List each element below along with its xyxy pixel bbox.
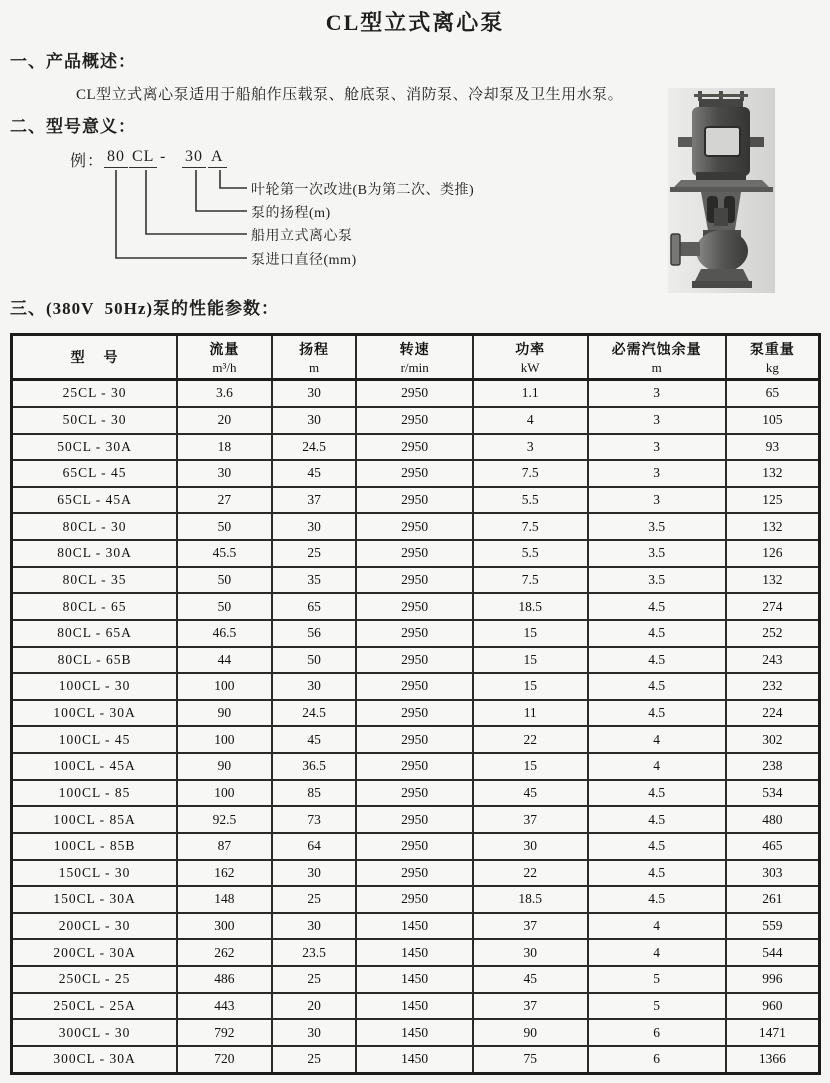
model-cell: 65CL - 45 [12, 460, 178, 487]
value-cell: 2950 [356, 567, 472, 594]
value-cell: 3 [473, 434, 588, 461]
model-cell: 80CL - 35 [12, 567, 178, 594]
value-cell: 4 [588, 939, 726, 966]
value-cell: 1450 [356, 1046, 472, 1074]
value-cell: 4 [473, 407, 588, 434]
table-row [12, 700, 820, 727]
model-cell: 25CL - 30 [12, 380, 178, 407]
value-cell: 3.6 [177, 380, 272, 407]
value-cell: 4.5 [588, 673, 726, 700]
model-cell: 65CL - 45A [12, 487, 178, 514]
value-cell: 30 [473, 939, 588, 966]
value-cell: 73 [272, 806, 357, 833]
value-cell: 64 [272, 833, 357, 860]
table-row [12, 993, 820, 1020]
value-cell: 720 [177, 1046, 272, 1074]
value-cell: 3 [588, 380, 726, 407]
example-token-variant: A [208, 148, 227, 168]
example-prefix: 例： [70, 153, 105, 170]
value-cell: 30 [272, 380, 357, 407]
model-cell: 100CL - 85A [12, 806, 178, 833]
section-heading-performance: 三、(380V 50Hz)泵的性能参数： [10, 299, 280, 318]
value-cell: 105 [726, 407, 820, 434]
value-cell: 132 [726, 567, 820, 594]
value-cell: 4.5 [588, 833, 726, 860]
value-cell: 44 [177, 647, 272, 674]
value-cell: 30 [473, 833, 588, 860]
value-cell: 4.5 [588, 806, 726, 833]
table-header-row [12, 335, 820, 380]
table-row [12, 780, 820, 807]
col-header-weight: 泵重量 kg [726, 335, 820, 380]
value-cell: 4.5 [588, 593, 726, 620]
value-cell: 100 [177, 780, 272, 807]
value-cell: 486 [177, 966, 272, 993]
value-cell: 100 [177, 726, 272, 753]
value-cell: 22 [473, 726, 588, 753]
value-cell: 1450 [356, 1019, 472, 1046]
value-cell: 100 [177, 673, 272, 700]
model-cell: 80CL - 65 [12, 593, 178, 620]
model-cell: 80CL - 30A [12, 540, 178, 567]
model-cell: 300CL - 30A [12, 1046, 178, 1074]
value-cell: 45 [473, 780, 588, 807]
value-cell: 4.5 [588, 886, 726, 913]
section-heading-model-meaning: 二、型号意义： [10, 117, 136, 136]
value-cell: 252 [726, 620, 820, 647]
value-cell: 1471 [726, 1019, 820, 1046]
value-cell: 85 [272, 780, 357, 807]
value-cell: 1366 [726, 1046, 820, 1074]
value-cell: 50 [272, 647, 357, 674]
performance-table [10, 333, 821, 1075]
value-cell: 2950 [356, 886, 472, 913]
value-cell: 2950 [356, 780, 472, 807]
model-cell: 100CL - 30 [12, 673, 178, 700]
value-cell: 2950 [356, 513, 472, 540]
value-cell: 2950 [356, 460, 472, 487]
table-row [12, 513, 820, 540]
example-token-dash: - [160, 148, 167, 165]
table-row [12, 833, 820, 860]
table-row [12, 913, 820, 940]
value-cell: 7.5 [473, 567, 588, 594]
value-cell: 20 [272, 993, 357, 1020]
value-cell: 30 [272, 513, 357, 540]
table-row [12, 806, 820, 833]
table-row [12, 567, 820, 594]
value-cell: 27 [177, 487, 272, 514]
value-cell: 996 [726, 966, 820, 993]
value-cell: 2950 [356, 647, 472, 674]
value-cell: 3.5 [588, 513, 726, 540]
example-token-head: 30 [182, 148, 206, 168]
value-cell: 18 [177, 434, 272, 461]
model-cell: 100CL - 85B [12, 833, 178, 860]
value-cell: 1450 [356, 939, 472, 966]
value-cell: 3.5 [588, 540, 726, 567]
value-cell: 35 [272, 567, 357, 594]
value-cell: 238 [726, 753, 820, 780]
col-header-head: 扬程 m [272, 335, 357, 380]
model-cell: 200CL - 30A [12, 939, 178, 966]
value-cell: 36.5 [272, 753, 357, 780]
pump-photo [668, 88, 775, 293]
value-cell: 5.5 [473, 487, 588, 514]
value-cell: 4.5 [588, 860, 726, 887]
value-cell: 45 [473, 966, 588, 993]
table-row [12, 460, 820, 487]
value-cell: 2950 [356, 673, 472, 700]
model-cell: 50CL - 30 [12, 407, 178, 434]
value-cell: 3 [588, 460, 726, 487]
diagram-label-inlet-diameter: 泵进口直径(mm) [251, 253, 357, 268]
model-cell: 100CL - 30A [12, 700, 178, 727]
value-cell: 1450 [356, 913, 472, 940]
table-row [12, 434, 820, 461]
value-cell: 50 [177, 593, 272, 620]
value-cell: 30 [272, 1019, 357, 1046]
model-cell: 80CL - 30 [12, 513, 178, 540]
diagram-label-pump-type: 船用立式离心泵 [251, 229, 353, 244]
model-cell: 250CL - 25 [12, 966, 178, 993]
value-cell: 125 [726, 487, 820, 514]
value-cell: 262 [177, 939, 272, 966]
value-cell: 480 [726, 806, 820, 833]
value-cell: 224 [726, 700, 820, 727]
model-cell: 80CL - 65A [12, 620, 178, 647]
value-cell: 65 [726, 380, 820, 407]
value-cell: 24.5 [272, 700, 357, 727]
value-cell: 162 [177, 860, 272, 887]
value-cell: 3 [588, 407, 726, 434]
value-cell: 20 [177, 407, 272, 434]
value-cell: 2950 [356, 540, 472, 567]
model-cell: 80CL - 65B [12, 647, 178, 674]
model-cell: 100CL - 45A [12, 753, 178, 780]
value-cell: 443 [177, 993, 272, 1020]
value-cell: 90 [177, 753, 272, 780]
example-token-inlet-diameter: 80 [104, 148, 128, 168]
col-header-npsh: 必需汽蚀余量 m [588, 335, 726, 380]
model-cell: 50CL - 30A [12, 434, 178, 461]
value-cell: 4.5 [588, 620, 726, 647]
value-cell: 37 [473, 993, 588, 1020]
value-cell: 25 [272, 1046, 357, 1074]
value-cell: 23.5 [272, 939, 357, 966]
model-cell: 100CL - 45 [12, 726, 178, 753]
value-cell: 132 [726, 513, 820, 540]
model-cell: 250CL - 25A [12, 993, 178, 1020]
example-token-pump-type: CL [129, 148, 157, 168]
value-cell: 4 [588, 726, 726, 753]
value-cell: 960 [726, 993, 820, 1020]
value-cell: 3 [588, 434, 726, 461]
col-header-model: 型 号 [12, 335, 178, 380]
value-cell: 2950 [356, 407, 472, 434]
table-row [12, 1046, 820, 1074]
value-cell: 2950 [356, 833, 472, 860]
table-row [12, 540, 820, 567]
value-cell: 92.5 [177, 806, 272, 833]
table-row [12, 620, 820, 647]
value-cell: 148 [177, 886, 272, 913]
value-cell: 75 [473, 1046, 588, 1074]
value-cell: 11 [473, 700, 588, 727]
value-cell: 45.5 [177, 540, 272, 567]
table-row [12, 380, 820, 407]
value-cell: 50 [177, 513, 272, 540]
model-cell: 100CL - 85 [12, 780, 178, 807]
value-cell: 4.5 [588, 647, 726, 674]
value-cell: 25 [272, 540, 357, 567]
value-cell: 7.5 [473, 513, 588, 540]
table-row [12, 593, 820, 620]
value-cell: 45 [272, 726, 357, 753]
value-cell: 544 [726, 939, 820, 966]
value-cell: 2950 [356, 380, 472, 407]
value-cell: 22 [473, 860, 588, 887]
value-cell: 50 [177, 567, 272, 594]
value-cell: 56 [272, 620, 357, 647]
value-cell: 18.5 [473, 886, 588, 913]
value-cell: 2950 [356, 806, 472, 833]
value-cell: 1450 [356, 966, 472, 993]
value-cell: 3 [588, 487, 726, 514]
value-cell: 1.1 [473, 380, 588, 407]
value-cell: 2950 [356, 593, 472, 620]
value-cell: 132 [726, 460, 820, 487]
pump-photo-image [668, 88, 775, 293]
table-row [12, 860, 820, 887]
col-header-power: 功率 kW [473, 335, 588, 380]
value-cell: 465 [726, 833, 820, 860]
value-cell: 2950 [356, 700, 472, 727]
value-cell: 90 [473, 1019, 588, 1046]
value-cell: 30 [272, 913, 357, 940]
overview-paragraph: CL型立式离心泵适用于船舶作压载泵、舱底泵、消防泵、冷却泵及卫生用水泵。 [76, 87, 624, 103]
value-cell: 90 [177, 700, 272, 727]
diagram-label-pump-head: 泵的扬程(m) [251, 206, 331, 221]
value-cell: 792 [177, 1019, 272, 1046]
table-row [12, 939, 820, 966]
value-cell: 2950 [356, 620, 472, 647]
table-row [12, 726, 820, 753]
value-cell: 1450 [356, 993, 472, 1020]
value-cell: 2950 [356, 487, 472, 514]
table-row [12, 886, 820, 913]
value-cell: 7.5 [473, 460, 588, 487]
value-cell: 2950 [356, 434, 472, 461]
value-cell: 37 [473, 806, 588, 833]
value-cell: 37 [272, 487, 357, 514]
table-row [12, 753, 820, 780]
value-cell: 300 [177, 913, 272, 940]
col-header-speed: 转速 r/min [356, 335, 472, 380]
value-cell: 2950 [356, 726, 472, 753]
value-cell: 15 [473, 620, 588, 647]
value-cell: 303 [726, 860, 820, 887]
value-cell: 4 [588, 913, 726, 940]
value-cell: 37 [473, 913, 588, 940]
value-cell: 4.5 [588, 700, 726, 727]
value-cell: 5 [588, 993, 726, 1020]
value-cell: 4.5 [588, 780, 726, 807]
value-cell: 261 [726, 886, 820, 913]
value-cell: 15 [473, 647, 588, 674]
model-meaning-diagram [70, 143, 510, 275]
value-cell: 93 [726, 434, 820, 461]
value-cell: 25 [272, 886, 357, 913]
value-cell: 3.5 [588, 567, 726, 594]
value-cell: 6 [588, 1046, 726, 1074]
value-cell: 2950 [356, 753, 472, 780]
value-cell: 5.5 [473, 540, 588, 567]
value-cell: 46.5 [177, 620, 272, 647]
model-cell: 150CL - 30A [12, 886, 178, 913]
col-header-flow: 流量 m³/h [177, 335, 272, 380]
value-cell: 25 [272, 966, 357, 993]
table-row [12, 966, 820, 993]
value-cell: 18.5 [473, 593, 588, 620]
value-cell: 5 [588, 966, 726, 993]
value-cell: 45 [272, 460, 357, 487]
value-cell: 30 [177, 460, 272, 487]
table-row [12, 647, 820, 674]
performance-table-body [12, 380, 820, 1074]
value-cell: 243 [726, 647, 820, 674]
page-title: CL型立式离心泵 [325, 10, 505, 35]
value-cell: 126 [726, 540, 820, 567]
table-row [12, 673, 820, 700]
table-row [12, 487, 820, 514]
value-cell: 232 [726, 673, 820, 700]
value-cell: 24.5 [272, 434, 357, 461]
model-cell: 300CL - 30 [12, 1019, 178, 1046]
value-cell: 4 [588, 753, 726, 780]
value-cell: 30 [272, 407, 357, 434]
value-cell: 559 [726, 913, 820, 940]
section-heading-overview: 一、产品概述： [10, 52, 136, 71]
table-row [12, 1019, 820, 1046]
value-cell: 87 [177, 833, 272, 860]
table-row [12, 407, 820, 434]
value-cell: 534 [726, 780, 820, 807]
model-cell: 200CL - 30 [12, 913, 178, 940]
value-cell: 2950 [356, 860, 472, 887]
diagram-label-impeller-revision: 叶轮第一次改进(B为第二次、类推) [251, 183, 475, 198]
value-cell: 65 [272, 593, 357, 620]
value-cell: 302 [726, 726, 820, 753]
value-cell: 30 [272, 860, 357, 887]
value-cell: 30 [272, 673, 357, 700]
value-cell: 15 [473, 673, 588, 700]
value-cell: 15 [473, 753, 588, 780]
value-cell: 6 [588, 1019, 726, 1046]
model-cell: 150CL - 30 [12, 860, 178, 887]
value-cell: 274 [726, 593, 820, 620]
